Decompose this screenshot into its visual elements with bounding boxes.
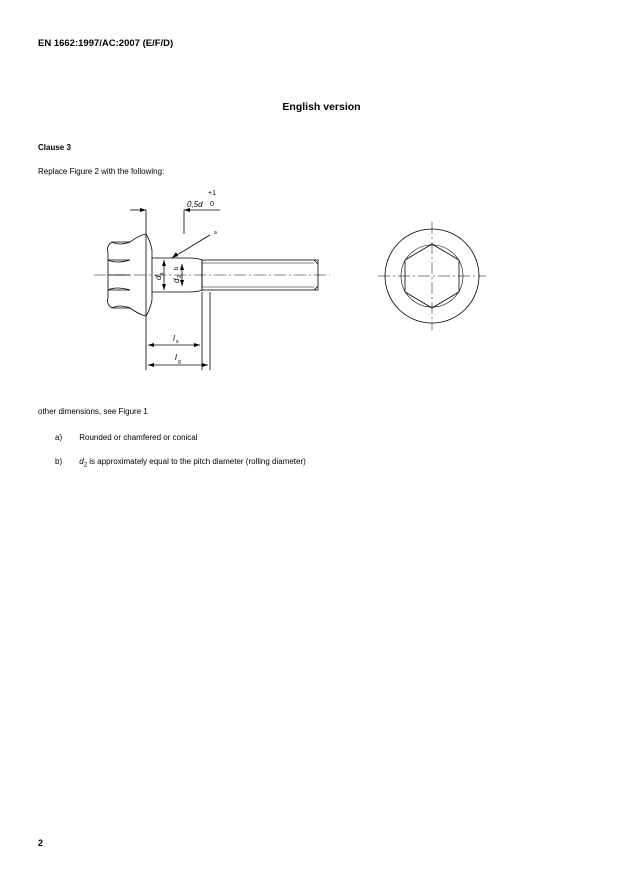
tolerance-lower: 0 — [210, 201, 214, 208]
replace-instruction: Replace Figure 2 with the following: — [38, 167, 165, 176]
bolt-drawing — [90, 180, 510, 375]
label-lg-sub: g — [178, 359, 181, 365]
footnote-label: b) — [55, 457, 63, 466]
footnote-symbol: d — [79, 457, 84, 466]
footnote-text: is approximately equal to the pitch diameter (rolling diameter) — [87, 457, 306, 466]
label-ls: l — [173, 334, 175, 343]
label-d2-sub: 2 — [177, 275, 183, 278]
tolerance-upper: +1 — [208, 190, 216, 197]
clause-title: Clause 3 — [38, 143, 71, 152]
label-d2: d — [172, 278, 181, 283]
footnote-b — [55, 457, 306, 469]
footnote-label: a) — [55, 433, 63, 442]
label-ls-sub: s — [176, 339, 179, 345]
footnote-a — [55, 433, 198, 442]
footnote-subscript: 2 — [83, 462, 88, 469]
dim-top-label: 0,5d — [187, 200, 203, 209]
label-b: b — [174, 266, 180, 270]
document-reference: EN 1662:1997/AC:2007 (E/F/D) — [38, 38, 174, 49]
label-d1: d — [154, 275, 163, 280]
other-dimensions-note: other dimensions, see Figure 1 — [38, 407, 148, 416]
version-title: English version — [282, 101, 361, 113]
page-number: 2 — [38, 838, 44, 848]
label-lg: l — [175, 353, 177, 362]
bolt-figure — [90, 180, 510, 380]
footnote-text: Rounded or chamfered or conical — [79, 433, 198, 442]
label-d1-sub: s — [159, 272, 165, 275]
note-marker-a: a — [214, 230, 217, 236]
